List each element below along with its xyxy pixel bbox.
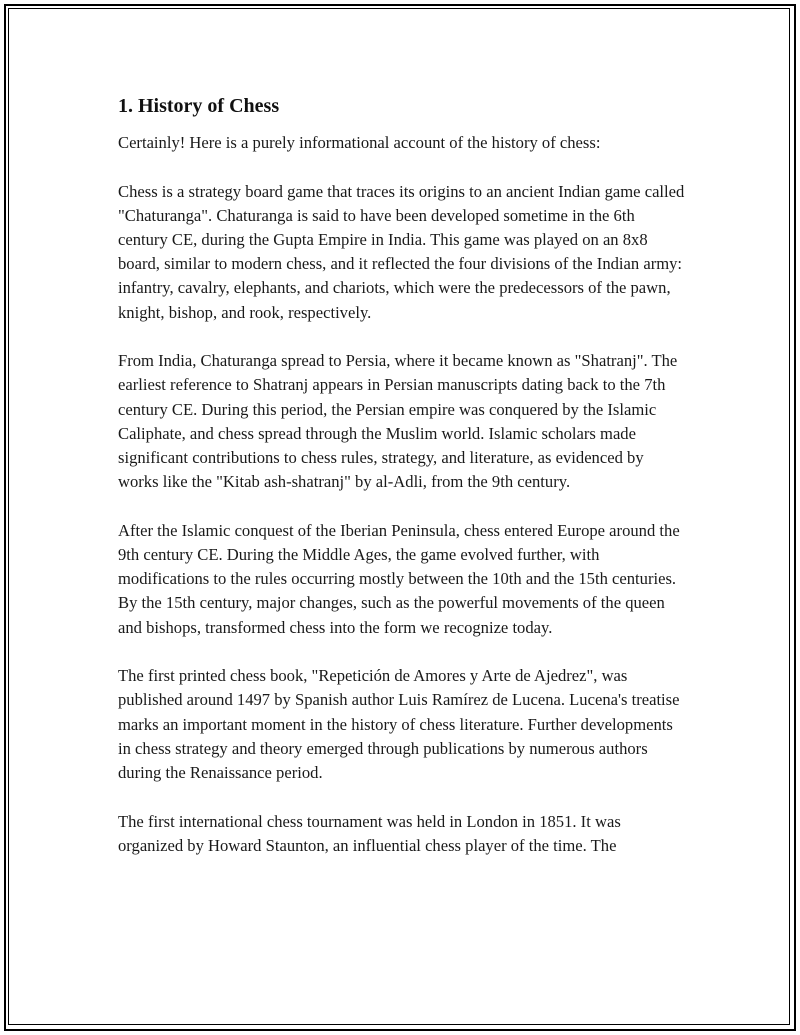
paragraph-origins: Chess is a strategy board game that traces its origins to an ancient Indian game called "Chaturanga". Chaturanga is said to have been developed sometime in the 6th century CE, during the Gupta Empire in India. This game was played on an 8x8 board, similar to modern chess, and it reflected the four divisions of the Indian army: infantry, cavalry, elephants, and chariots, which were the predecessors of the pawn, knight, bishop, and rook, respectively. bbox=[118, 181, 685, 322]
section-heading: 1. History of Chess bbox=[118, 95, 280, 117]
paragraph-europe: After the Islamic conquest of the Iberian Peninsula, chess entered Europe around the 9th century CE. During the Middle Ages, the game evolved further, with modifications to the rules occurring mostly between the 10th and the 15th centuries. By the 15th century, major changes, such as the powerful movements of the queen and bishops, transformed chess into the form we recognize today. bbox=[118, 520, 680, 637]
paragraph-intro: Certainly! Here is a purely informational account of the history of chess: bbox=[118, 133, 601, 152]
paragraph-persia: From India, Chaturanga spread to Persia, where it became known as "Shatranj". The earliest reference to Shatranj appears in Persian manuscripts dating back to the 7th century CE. During this period, the Persian empire was conquered by the Islamic Caliphate, and chess spread through the Muslim world. Islamic scholars made significant contributions to chess rules, strategy, and literature, as evidenced by works like the "Kitab ash-shatranj" by al-Adli, from the 9th century. bbox=[118, 351, 678, 492]
document-body bbox=[118, 92, 688, 882]
paragraph-tournament: The first international chess tournament was held in London in 1851. It was organized by Howard Staunton, an influential chess player of the time. The bbox=[118, 811, 621, 855]
paragraph-first-book: The first printed chess book, "Repetición de Amores y Arte de Ajedrez", was published around 1497 by Spanish author Luis Ramírez de Lucena. Lucena's treatise marks an important moment in the history of chess literature. Further developments in chess strategy and theory emerged through publications by numerous authors during the Renaissance period. bbox=[118, 666, 680, 783]
